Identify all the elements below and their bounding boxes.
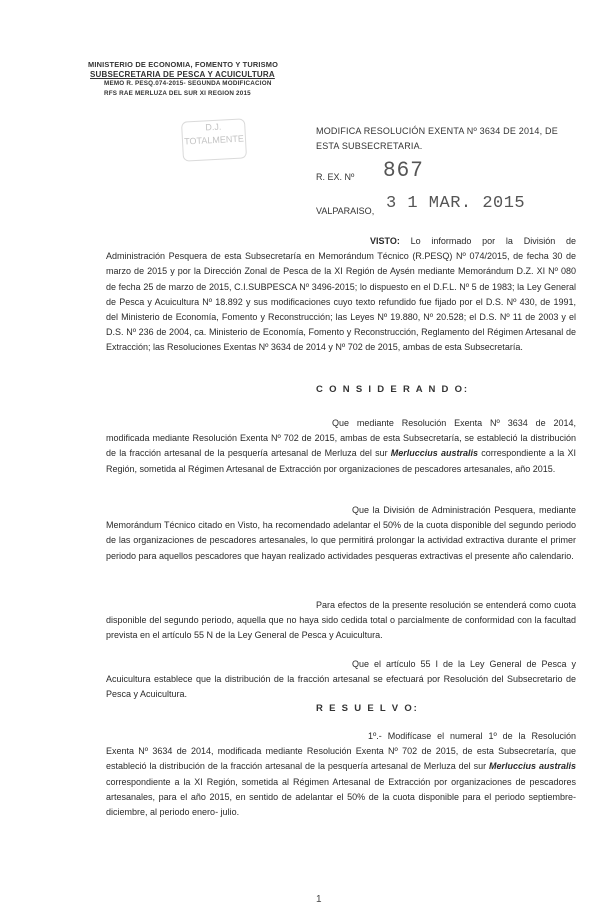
resolution-date: 3 1 MAR. 2015 [386,194,526,213]
resuelvo-p1-text-b: correspondiente a la XI Región, sometida al Régimen Artesanal de Extracción por organizaciones de pescadores artesanales, para el año 2015, en sentido de adelantar el 50% de la cuota disponible para el periodo septiembre- diciembre, al periodo enero- julio. [106,776,576,818]
considerando-p1-text-a: Que mediante Resolución Exenta Nº 3634 de 2014, modificada mediante Resolución Exenta Nº 702 de 2015, ambas de esta Subsecretaría, se estableció la distribución de la fracción artesanal de la pesquería artesanal de Merluza del sur [106,418,576,459]
faded-stamp [181,118,247,161]
resuelvo-p1-text-a: 1º.- Modifícase el numeral 1º de la Resolución Exenta Nº 3634 de 2014, modificada mediante Resolución Exenta Nº 702 de 2015, de esta Subsecretaría, que estableció la distribución de la fracción artesanal de la pesquería artesanal de Merluza del sur [106,731,576,772]
place-label: VALPARAISO, [316,206,375,216]
resuelvo-heading: R E S U E L V O: [316,703,419,714]
visto-section [106,234,576,356]
resuelvo-paragraph-1 [106,729,576,820]
considerando-p1-text-b: correspondiente a la XI Región, sometida al Régimen Artesanal de Extracción por organizaciones de pescadores artesanales, año 2015. [106,448,576,474]
considerando-p2-text: Que la División de Administración Pesquera, mediante Memorándum Técnico citado en Visto, ha recomendado adelantar el 50% de la cuota disponible del segundo periodo de las organizaciones de pescadores artesanales, lo que permitirá prolongar la actividad extractiva durante el primer periodo para aquellos pescadores que hayan realizado actividades pesqueras extractivas el presente año calendario. [106,505,576,561]
visto-text: Lo informado por la División de Administración Pesquera de esta Subsecretaría en Memorándum Técnico (R.PESQ) Nº 074/2015, de fecha 30 de marzo de 2015 y por la Dirección Zonal de Pesca de la XI Región de Aysén mediante Memorándum D.Z. XI Nº 080 de fecha 25 de marzo de 2015, C.I.SUBPESCA Nº 3496-2015; lo dispuesto en el D.F.L. Nº 5 de 1983; la Ley General de Pesca y Acuicultura Nº 18.892 y sus modificaciones cuyo texto refundido fue fijado por el D.S. Nº 430, de 1991, del Ministerio de Economía, Fomento y Reconstrucción; las Leyes Nº 19.880, Nº 20.528; el D.S. Nº 11 de 2003 y el D.S. Nº 236 de 2004, ca. Ministerio de Economía, Fomento y Reconstrucción, Reglamento del Régimen Artesanal de Extracción; las Resoluciones Exentas Nº 3634 de 2014 y Nº 702 de 2015, ambas de esta Subsecretaría. [106,236,576,353]
considerando-paragraph-1 [106,416,576,477]
subsecretaria-name: SUBSECRETARIA DE PESCA Y ACUICULTURA [90,69,275,79]
stamp-line-2: TOTALMENTE [183,133,245,147]
considerando-paragraph-3 [106,598,576,644]
memo-reference: MEMO R. PESQ.074-2015- SEGUNDA MODIFICACION [104,80,272,87]
ministry-name: MINISTERIO DE ECONOMIA, FOMENTO Y TURISMO [88,60,279,69]
letterhead [88,60,278,98]
page-number: 1 [316,894,322,905]
species-name: Merluccius australis [390,448,479,459]
rex-label: R. EX. Nº [316,172,355,182]
considerando-paragraph-4 [106,657,576,703]
memo-reference-2: RFS RAE MERLUZA DEL SUR XI REGION 2015 [104,89,251,97]
visto-label: VISTO: [370,236,400,246]
considerando-p4-text: Que el artículo 55 I de la Ley General de Pesca y Acuicultura establece que la distribución de la fracción artesanal se efectuará por Resolución del Subsecretario de Pesca y Acuicultura. [106,659,576,700]
considerando-p3-text: Para efectos de la presente resolución se entenderá como cuota disponible del segundo periodo, aquella que no haya sido cedida total o parcialmente de conformidad con la facultad prevista en el artículo 55 N de la Ley General de Pesca y Acuicultura. [106,600,576,641]
resolution-title: MODIFICA RESOLUCIÓN EXENTA Nº 3634 DE 2014, DE ESTA SUBSECRETARIA. [316,126,558,151]
considerando-heading: C O N S I D E R A N D O: [316,384,469,395]
rex-number: 867 [383,159,424,184]
stamp-line-1: D.J. [205,121,222,133]
considerando-paragraph-2 [106,503,576,564]
resuelvo-species-name: Merluccius australis [489,761,576,772]
